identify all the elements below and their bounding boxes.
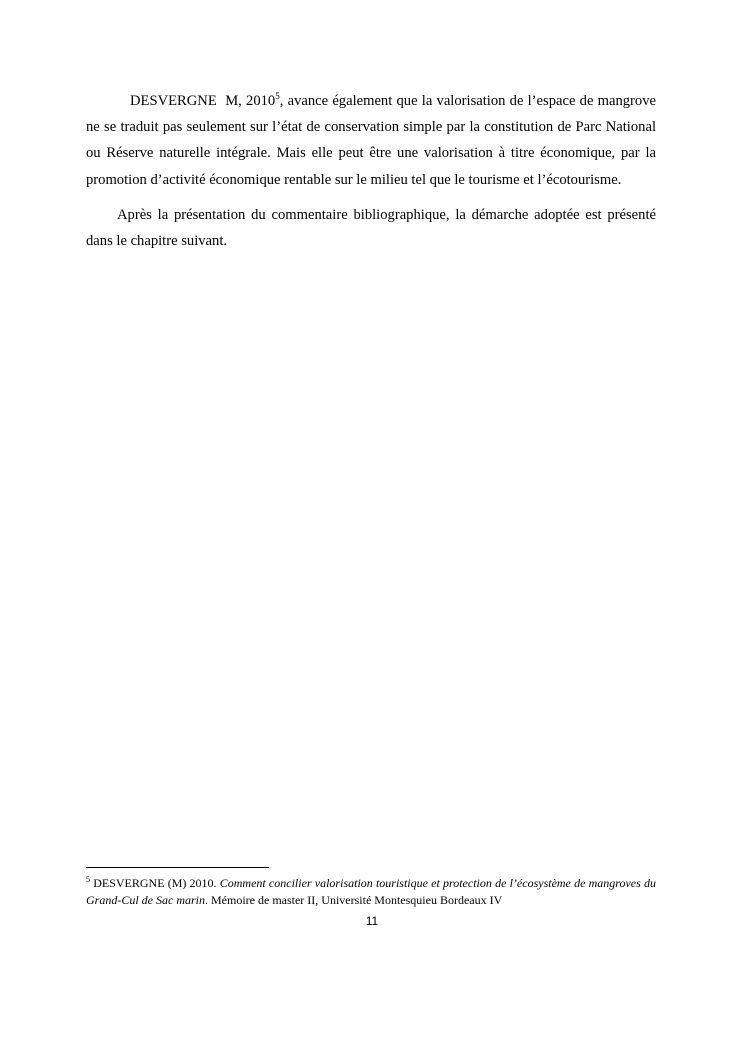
paragraph-1-text: , avance également que la valorisation de l’espace de mangrove ne se traduit pas seulement sur l’état de conservation simple par la constitution de Parc National ou Réserve naturelle intégrale. Mais elle peut être une valorisation à titre économique, par la promotion d’activité économique rentable sur le milieu tel que le tourisme et l’écotourisme. [86,93,656,188]
footnote-separator [86,867,269,868]
footnote-reference[interactable]: 5 [275,91,280,101]
body-text [86,88,656,254]
citation-year: M, 2010 [216,93,276,109]
paragraph-2: Après la présentation du commentaire bibliographique, la démarche adoptée est présenté dans le chapitre suivant. [86,206,656,250]
footnote-tail: . Mémoire de master II, Université Montesquieu Bordeaux IV [205,892,503,907]
author-name: DESVERGNE [130,93,217,109]
paragraph-1 [86,88,656,193]
footnote [86,875,656,908]
footnote-lead: DESVERGNE (M) 2010. [90,876,220,890]
footnote-number: 5 [86,875,90,884]
page-number: 11 [365,914,379,928]
footnote-title: Comment concilier valorisation touristique et protection de l’écosystème de mangroves du Grand-Cul de Sac marin [86,876,656,907]
